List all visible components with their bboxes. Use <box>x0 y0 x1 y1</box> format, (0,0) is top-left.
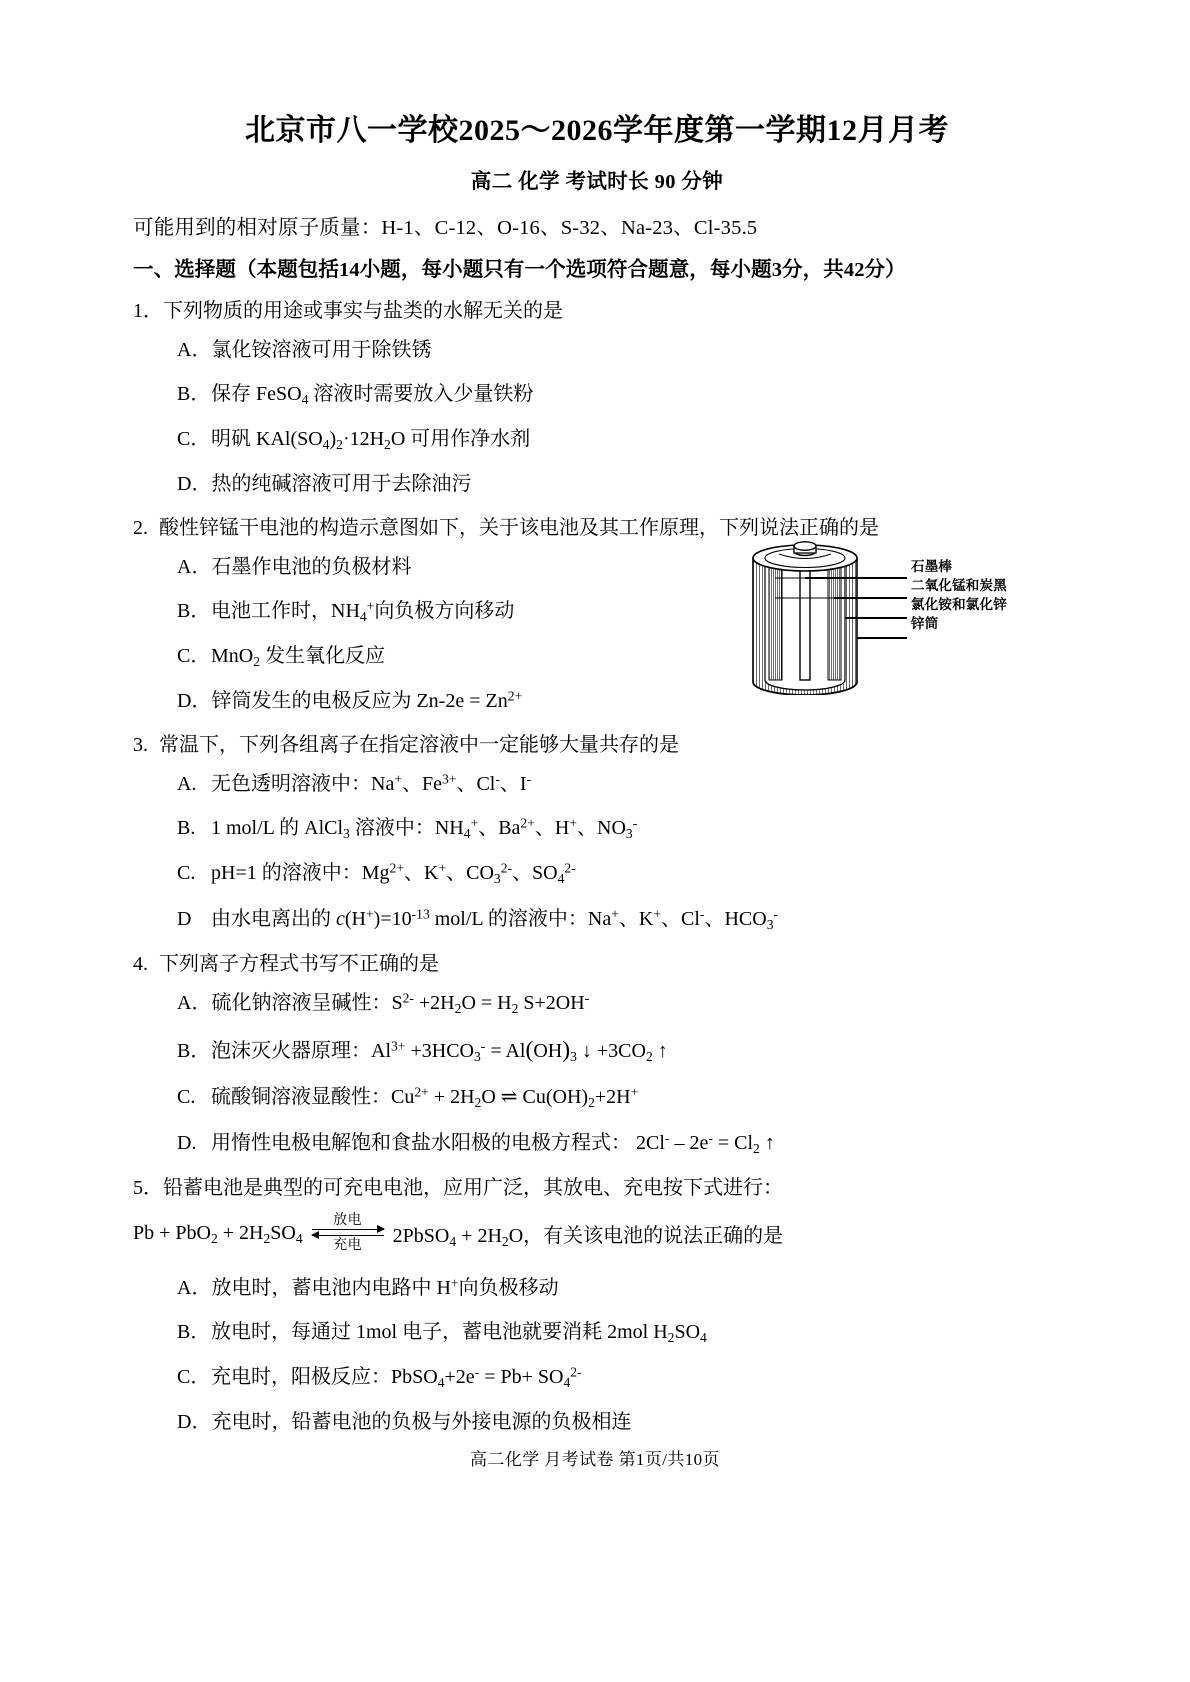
option-label: A． <box>177 1276 212 1299</box>
option-label: C． <box>177 645 211 668</box>
dry-cell-label-list <box>911 560 1007 636</box>
question-4-option-b[interactable] <box>177 1033 1061 1068</box>
option-text: 放电时，蓄电池内电路中 H+向负极移动 <box>211 1275 559 1299</box>
question-4-stem <box>133 949 1061 980</box>
option-text: pH=1 的溶液中：$Mg^{2+}$、K+、$CO_3^{2-}$、$SO_4^{2-}$ <box>211 860 576 887</box>
reversible-reaction-arrow-icon <box>312 1213 384 1254</box>
option-label: A. <box>177 773 197 796</box>
question-3-option-c[interactable] <box>177 858 1061 889</box>
question-3 <box>133 730 1061 935</box>
question-5-option-a[interactable] <box>177 1273 1061 1303</box>
question-5-option-b[interactable] <box>177 1317 1061 1348</box>
question-3-option-b[interactable] <box>177 813 1061 844</box>
option-text: 明矾 $KAl(SO_4)_2\cdot 12H_2O$ 可用作净水剂 <box>211 427 531 452</box>
question-3-text: 常温下，下列各组离子在指定溶液中一定能够大量共存的是 <box>159 734 679 757</box>
question-5-option-c[interactable] <box>177 1362 1061 1393</box>
question-3-number: 3. <box>133 734 148 757</box>
option-text: 电池工作时，$NH_4^+$向负极方向移动 <box>211 598 515 624</box>
label-zinc-can: 锌筒 <box>911 616 939 631</box>
question-4-option-d[interactable] <box>177 1128 1061 1159</box>
option-label: B． <box>177 1320 211 1343</box>
question-5-option-d[interactable] <box>177 1407 1061 1437</box>
arrow-label-discharge: 放电 <box>333 1212 363 1228</box>
question-4-text: 下列离子方程式书写不正确的是 <box>159 952 439 975</box>
question-3-option-d[interactable] <box>177 904 1061 935</box>
option-text: 硫酸铜溶液显酸性：$Cu^{2+} + 2H_2O$ ⇌ $Cu(OH)_2+2H^+$ <box>211 1084 639 1111</box>
question-5-equation <box>133 1214 1061 1255</box>
option-label: D． <box>177 690 212 713</box>
question-1-option-a[interactable] <box>177 335 1061 365</box>
arrow-head-right-icon <box>377 1225 385 1233</box>
option-text: 泡沫灭火器原理：$Al^{3+} +3HCO_3^- = Al(OH)_3$ ↓ $+3CO_2$ ↑ <box>211 1037 668 1064</box>
question-1-option-b[interactable] <box>177 379 1061 410</box>
question-2-text: 酸性锌锰干电池的构造示意图如下，关于该电池及其工作原理，下列说法正确的是 <box>159 516 879 539</box>
question-1 <box>133 296 1061 499</box>
question-3-option-a[interactable] <box>177 769 1061 799</box>
option-label: B． <box>177 382 211 405</box>
option-label: B. <box>177 817 196 840</box>
option-label: C. <box>177 1086 196 1109</box>
question-4-number: 4. <box>133 952 148 975</box>
question-4-option-c[interactable] <box>177 1082 1061 1113</box>
question-2-number: 2. <box>133 516 148 539</box>
arrow-head-left-icon <box>311 1231 319 1239</box>
option-text: 充电时，阳极反应：PbSO$_4$+2e- = $Pb+ SO_4^{2-}$ <box>211 1364 582 1390</box>
option-label: D. <box>177 1131 197 1154</box>
option-text: 氯化铵溶液可用于除铁锈 <box>211 338 432 361</box>
option-label: D． <box>177 472 212 495</box>
option-label: A． <box>177 991 212 1014</box>
arrow-label-charge: 充电 <box>333 1238 363 1254</box>
option-text: 无色透明溶液中：Na+、$Fe^{3+}$、Cl-、I- <box>211 771 532 796</box>
option-label: A． <box>177 555 212 578</box>
option-label: B． <box>177 1040 211 1062</box>
option-label: D． <box>177 1410 212 1433</box>
question-5-stem <box>133 1173 1061 1204</box>
option-text: 放电时，每通过 1mol 电子，蓄电池就要消耗 2mol $H_2SO_4$ <box>211 1320 707 1345</box>
question-4-option-a[interactable] <box>177 988 1061 1019</box>
question-1-number: 1． <box>133 299 163 322</box>
option-text: 热的纯碱溶液可用于去除油污 <box>211 472 472 495</box>
atomic-mass-note: 可能用到的相对原子质量：H-1、C-12、O-16、S-32、Na-23、Cl-35.5 <box>133 216 758 239</box>
equation-right-side: 2PbSO$_4$ + $2H_2O$，有关该电池的说法正确的是 <box>392 1224 784 1249</box>
arrow-bars-icon <box>312 1228 384 1238</box>
question-3-stem <box>133 730 1061 761</box>
option-text: 充电时，铅蓄电池的负极与外接电源的负极相连 <box>211 1410 632 1433</box>
option-label: C． <box>177 427 211 450</box>
page-footer: 高二化学 月考试卷 第1页/共10页 <box>470 1450 720 1469</box>
option-label: D <box>177 907 192 930</box>
question-1-option-c[interactable] <box>177 424 1061 455</box>
label-manganese-dioxide-carbon-black: 二氧化锰和炭黑 <box>911 578 1007 593</box>
option-text: MnO$_2$ 发生氧化反应 <box>211 645 386 669</box>
option-text: 石墨作电池的负极材料 <box>211 555 412 578</box>
option-label: B． <box>177 599 211 622</box>
option-label: C． <box>177 1365 211 1388</box>
question-5 <box>133 1173 1061 1437</box>
label-ammonium-chloride-zinc-chloride: 氯化铵和氯化锌 <box>911 597 1007 612</box>
dry-cell-diagram <box>735 530 1005 695</box>
question-4 <box>133 949 1061 1159</box>
page-content <box>133 112 1061 1451</box>
option-label: C. <box>177 862 196 885</box>
option-text: 由水电离出的 $c(H^+)=10^{-13}$ mol/L 的溶液中：Na+、K+、Cl-、$HCO_3^-$ <box>211 906 779 932</box>
option-text: 锌筒发生的电极反应为 $Zn-2e = Zn^{2+}$ <box>211 688 523 713</box>
equation-left-side: $Pb + PbO_2 + 2H_2SO_4$ <box>133 1221 303 1246</box>
option-text: 保存 FeSO$_4$ 溶液时需要放入少量铁粉 <box>211 382 534 407</box>
option-label: A． <box>177 338 212 361</box>
option-text: 硫化钠溶液呈碱性：$S^{2-} +2H_2O = H_2$ S+2OH- <box>211 990 590 1016</box>
question-1-stem <box>133 296 1061 327</box>
option-text: 1 mol/L 的 AlCl$_3$ 溶液中：$NH_4^+$、$Ba^{2+}$、H+、$NO_3^-$ <box>211 815 638 842</box>
exam-subtitle: 高二 化学 考试时长 90 分钟 <box>470 170 724 193</box>
question-1-option-d[interactable] <box>177 469 1061 499</box>
label-graphite-rod: 石墨棒 <box>911 559 953 574</box>
page-title: 北京市八一学校2025～2026学年度第一学期12月月考 <box>245 114 949 147</box>
option-text: 用惰性电极电解饱和食盐水阳极的电极方程式： $2Cl^- - 2e^- = Cl_2$ ↑ <box>211 1130 775 1156</box>
question-1-text: 下列物质的用途或事实与盐类的水解无关的是 <box>163 299 563 322</box>
question-5-number: 5． <box>133 1176 163 1199</box>
question-5-text: 铅蓄电池是典型的可充电电池，应用广泛，其放电、充电按下式进行： <box>163 1176 783 1199</box>
section-heading-multiple-choice: 一、选择题（本题包括14小题，每小题只有一个选项符合题意，每小题3分，共42分） <box>133 258 906 281</box>
